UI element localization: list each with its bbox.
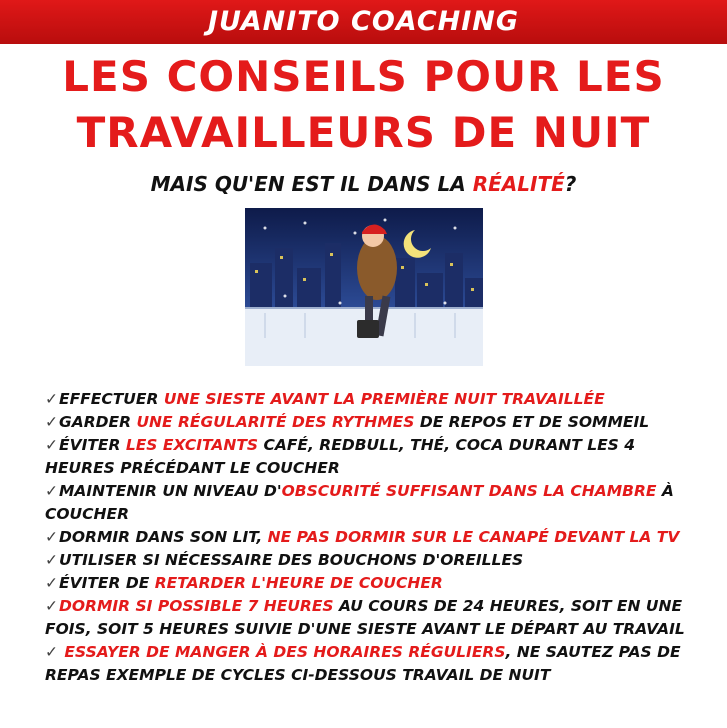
list-item — [45, 411, 685, 434]
tip-text-end: CAFÉ, REDBULL, THÉ, COCA DURANT LES 4 HEURES PRÉCÉDANT LE COUCHER — [45, 436, 636, 477]
list-item — [45, 480, 685, 526]
night-worker-illustration — [245, 208, 483, 366]
list-item — [45, 549, 685, 572]
tip-text-end: AU COURS DE 24 HEURES, SOIT EN UNE FOIS, SOIT 5 HEURES SUIVIE D'UNE SIESTE AVANT LE DÉPART AU TRAVAIL — [45, 597, 685, 638]
subtitle-end: ? — [564, 172, 577, 196]
tip-highlight: ESSAYER DE MANGER À DES HORAIRES RÉGULIERS — [64, 643, 506, 661]
list-item — [45, 434, 685, 480]
list-item — [45, 526, 685, 549]
checkmark-icon: ✓ — [45, 436, 58, 454]
checkmark-icon: ✓ — [45, 482, 58, 500]
tip-highlight: DORMIR SI POSSIBLE 7 HEURES — [59, 597, 334, 615]
tip-highlight: UNE RÉGULARITÉ DES RYTHMES — [136, 413, 415, 431]
banner: JUANITO COACHING — [0, 0, 727, 44]
tip-text: MAINTENIR UN NIVEAU D' — [59, 482, 282, 500]
tips-list — [45, 388, 685, 687]
tip-highlight: NE PAS DORMIR SUR LE CANAPÉ DEVANT LA TV — [267, 528, 680, 546]
tip-text-end: DE REPOS ET DE SOMMEIL — [414, 413, 650, 431]
checkmark-icon: ✓ — [45, 413, 58, 431]
subtitle — [0, 172, 727, 196]
checkmark-icon: ✓ — [45, 551, 58, 569]
tip-text: DORMIR DANS SON LIT, — [59, 528, 268, 546]
list-item — [45, 572, 685, 595]
checkmark-icon: ✓ — [45, 528, 58, 546]
checkmark-icon: ✓ — [45, 390, 58, 408]
list-item — [45, 595, 685, 641]
subtitle-highlight: RÉALITÉ — [472, 172, 565, 196]
list-item — [45, 388, 685, 411]
checkmark-icon: ✓ — [45, 643, 58, 661]
title-line-2: TRAVAILLEURS DE NUIT — [76, 108, 651, 157]
tip-text: ÉVITER DE — [59, 574, 155, 592]
tip-text-end: À COUCHER — [45, 482, 674, 523]
tip-text: ÉVITER — [59, 436, 126, 454]
tip-text: GARDER — [59, 413, 137, 431]
tip-highlight: RETARDER L'HEURE DE COUCHER — [154, 574, 443, 592]
tip-highlight: UNE SIESTE AVANT LA PREMIÈRE NUIT TRAVAILLÉE — [163, 390, 605, 408]
tip-text: UTILISER SI NÉCESSAIRE DES BOUCHONS D'OREILLES — [59, 551, 524, 569]
subtitle-text: MAIS QU'EN EST IL DANS LA — [150, 172, 473, 196]
title-line-1: LES CONSEILS POUR LES — [62, 52, 665, 101]
tip-text-end: , NE SAUTEZ PAS DE REPAS EXEMPLE DE CYCLES CI-DESSOUS TRAVAIL DE NUIT — [45, 643, 681, 684]
tip-highlight: OBSCURITÉ SUFFISANT DANS LA CHAMBRE — [281, 482, 657, 500]
list-item — [45, 641, 685, 687]
tip-highlight: LES EXCITANTS — [125, 436, 259, 454]
tip-text: EFFECTUER — [59, 390, 164, 408]
checkmark-icon: ✓ — [45, 574, 58, 592]
checkmark-icon: ✓ — [45, 597, 58, 615]
